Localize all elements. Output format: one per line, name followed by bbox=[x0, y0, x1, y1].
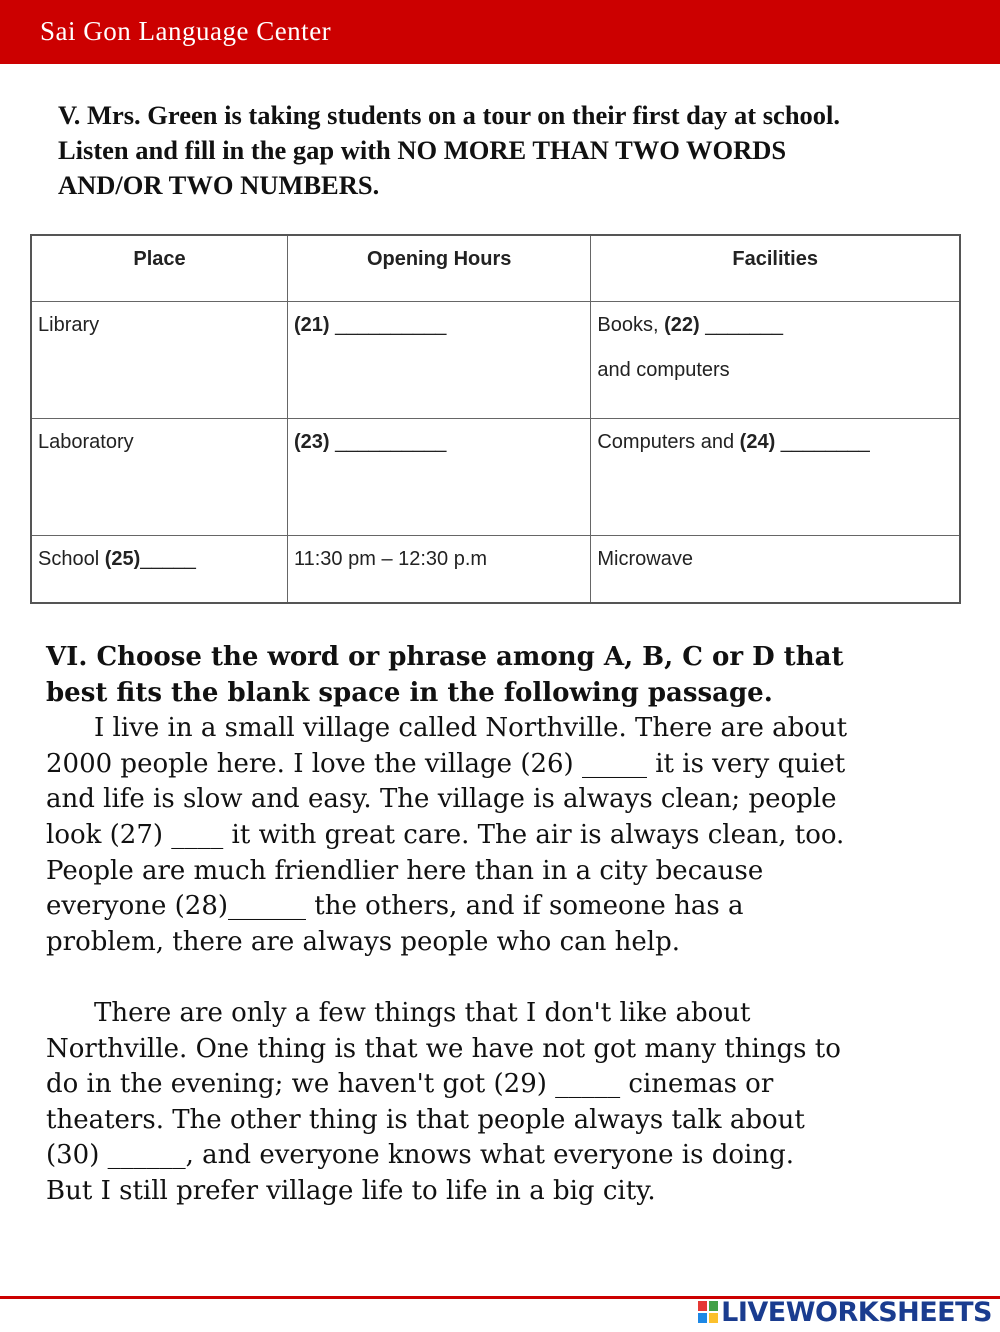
facility-text: Computers and bbox=[597, 430, 740, 453]
logo-text: LIVEWORKSHEETS bbox=[721, 1296, 992, 1328]
hours-text: 11:30 pm – 12:30 p.m bbox=[293, 547, 488, 570]
cell-facilities bbox=[591, 535, 960, 603]
cell-place bbox=[31, 418, 287, 535]
passage-line: everyone (28)______ the others, and if someone has a bbox=[46, 891, 744, 922]
gap-blank[interactable]: __________ bbox=[329, 313, 447, 336]
cell-hours bbox=[287, 418, 590, 535]
table-row bbox=[31, 535, 960, 603]
place-text: Laboratory bbox=[38, 430, 134, 453]
gap-blank[interactable]: ________ bbox=[775, 430, 870, 453]
passage-line: theaters. The other thing is that people always talk about bbox=[46, 1104, 805, 1135]
table-header-row bbox=[31, 235, 960, 301]
gap-blank[interactable]: _____ bbox=[140, 547, 196, 570]
passage-line: do in the evening; we haven't got (29) _____ cinemas or bbox=[46, 1069, 774, 1100]
passage-line: and life is slow and easy. The village is always clean; people bbox=[46, 784, 837, 815]
place-text: Library bbox=[38, 313, 100, 336]
passage-line: People are much friendlier here than in a city because bbox=[46, 855, 764, 886]
section5-heading-line: AND/OR TWO NUMBERS. bbox=[58, 170, 380, 200]
liveworksheets-logo-icon bbox=[697, 1300, 719, 1324]
gap-blank[interactable]: _______ bbox=[699, 313, 784, 336]
section6 bbox=[46, 640, 946, 1210]
passage-line: I live in a small village called Northville. There are about bbox=[94, 713, 848, 744]
passage-line: Northville. One thing is that we have not got many things to bbox=[46, 1033, 841, 1064]
passage-line: problem, there are always people who can help. bbox=[46, 926, 681, 957]
facility-text: Microwave bbox=[597, 547, 693, 570]
passage-line: 2000 people here. I love the village (26) _____ it is very quiet bbox=[46, 748, 846, 779]
facility-text: Books, bbox=[597, 313, 665, 336]
place-text: School bbox=[38, 547, 105, 570]
gap-number: (21) bbox=[293, 313, 330, 336]
gap-number: (25) bbox=[104, 547, 141, 570]
paragraph-spacer bbox=[46, 960, 946, 996]
gap-number: (23) bbox=[293, 430, 330, 453]
cell-place bbox=[31, 535, 287, 603]
column-header-place: Place bbox=[31, 235, 287, 301]
header-title: Sai Gon Language Center bbox=[40, 16, 332, 46]
passage-line: There are only a few things that I don't like about bbox=[94, 997, 751, 1028]
cell-hours bbox=[287, 301, 590, 418]
section5-heading bbox=[58, 98, 958, 203]
cell-hours bbox=[287, 535, 590, 603]
header-bar bbox=[0, 0, 1000, 64]
gap-number: (24) bbox=[739, 430, 776, 453]
section5-heading-line: Listen and fill in the gap with NO MORE THAN TWO WORDS bbox=[58, 135, 787, 165]
section5-heading-line: V. Mrs. Green is taking students on a tour on their first day at school. bbox=[58, 100, 841, 130]
section6-heading-line: best fits the blank space in the following passage. bbox=[46, 677, 773, 708]
column-header-opening-hours: Opening Hours bbox=[287, 235, 590, 301]
fill-gap-table bbox=[30, 234, 961, 604]
gap-blank[interactable]: __________ bbox=[329, 430, 447, 453]
passage-line: look (27) ____ it with great care. The air is always clean, too. bbox=[46, 819, 845, 850]
cell-facilities bbox=[591, 301, 960, 418]
liveworksheets-logo[interactable] bbox=[697, 1296, 992, 1328]
facility-text-line2: and computers bbox=[597, 358, 730, 381]
cell-facilities bbox=[591, 418, 960, 535]
passage-line: But I still prefer village life to life in a big city. bbox=[46, 1175, 656, 1206]
passage-line: (30) ______, and everyone knows what everyone is doing. bbox=[46, 1140, 794, 1171]
cell-place bbox=[31, 301, 287, 418]
table-row bbox=[31, 418, 960, 535]
section6-heading-line: VI. Choose the word or phrase among A, B, C or D that bbox=[46, 642, 844, 672]
gap-number: (22) bbox=[664, 313, 700, 336]
column-header-facilities: Facilities bbox=[591, 235, 960, 301]
table-row bbox=[31, 301, 960, 418]
